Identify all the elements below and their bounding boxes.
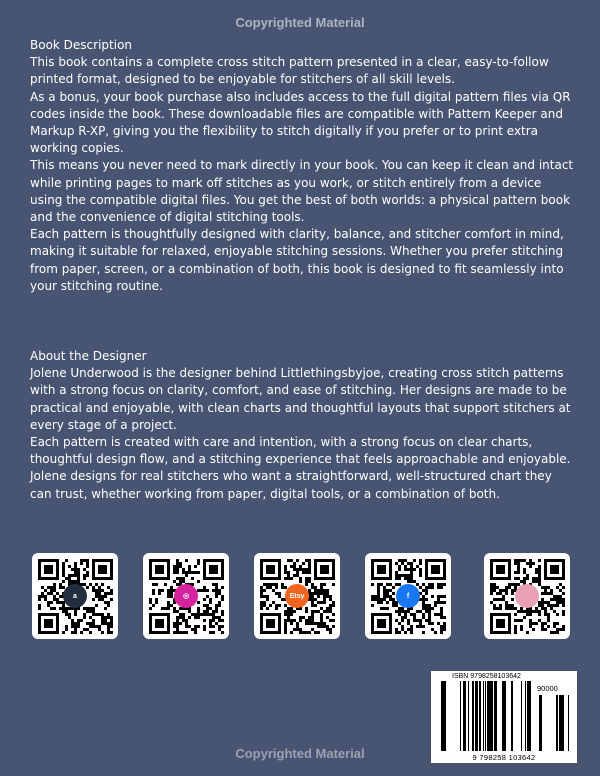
qr-code-shop[interactable] [484, 553, 570, 639]
etsy-icon [285, 584, 309, 608]
qr-center-label: Etsy [289, 592, 305, 600]
isbn-number: ISBN 9798258103642 [452, 673, 521, 680]
qr-code-instagram[interactable] [143, 553, 229, 639]
qr-code-facebook[interactable] [365, 553, 451, 639]
price-barcode-bars [537, 695, 569, 751]
qr-center-label: a [73, 592, 77, 600]
book-description-paragraph: As a bonus, your book purchase also includes access to the full digital pattern files via QR codes inside the book. These downloadable files are compatible with Pattern Keeper and Markup R-XP, giving you the flexibility to stitch digitally if you prefer or to print extra working copies. [30, 89, 571, 156]
shop-icon [515, 584, 539, 608]
barcode-bars [441, 681, 533, 751]
book-description-paragraph: Each pattern is thoughtfully designed with clarity, balance, and stitcher comfort in mind, making it suitable for relaxed, enjoyable stitching sessions. Whether you prefer stitching from paper, screen, or a combination of both, this book is designed to fit seamlessly into your stitching routine. [30, 227, 564, 293]
book-description-heading: Book Description [30, 38, 133, 52]
about-designer-paragraph: Jolene Underwood is the designer behind Littlethingsbyjoe, creating cross stitch patterns with a strong focus on clarity, comfort, and ease of stitching. Her designs are made to be practical and enjoyable, with clean charts and thoughtful layouts that support stitchers at every stage of a project. [30, 366, 571, 432]
amazon-icon [63, 584, 87, 608]
price-code: 90000 [537, 684, 558, 693]
instagram-icon [174, 584, 198, 608]
watermark-bottom: Copyrighted Material [235, 746, 365, 761]
watermark-top: Copyrighted Material [235, 15, 365, 30]
about-designer [30, 348, 575, 503]
book-description-paragraph: This book contains a complete cross stitch pattern presented in a clear, easy-to-follow printed format, designed to be enjoyable for stitchers of all skill levels. [30, 55, 549, 87]
qr-code-row [32, 553, 572, 653]
book-description [30, 37, 575, 295]
about-designer-heading: About the Designer [30, 349, 147, 363]
about-designer-paragraph: Each pattern is created with care and intention, with a strong focus on clear charts, thoughtful design flow, and a stitching experience that feels approachable and enjoyable. Jolene designs for real stitchers who want a straightforward, well-structured chart they can trust, whether working from paper, digital tools, or a combination of both. [30, 435, 571, 501]
book-description-paragraph: This means you never need to mark directly in your book. You can keep it clean and intact while printing pages to mark off stitches as you work, or stitch entirely from a device using the compatible digital files. You get the best of both worlds: a physical pattern book and the convenience of digital stitching tools. [30, 158, 574, 225]
qr-center-label: f [406, 592, 410, 600]
facebook-icon [396, 584, 420, 608]
qr-center-label: ◎ [182, 593, 190, 600]
qr-code-etsy[interactable] [254, 553, 340, 639]
barcode-digits: 9 798258 103642 [472, 753, 536, 762]
qr-code-amazon[interactable] [32, 553, 118, 639]
